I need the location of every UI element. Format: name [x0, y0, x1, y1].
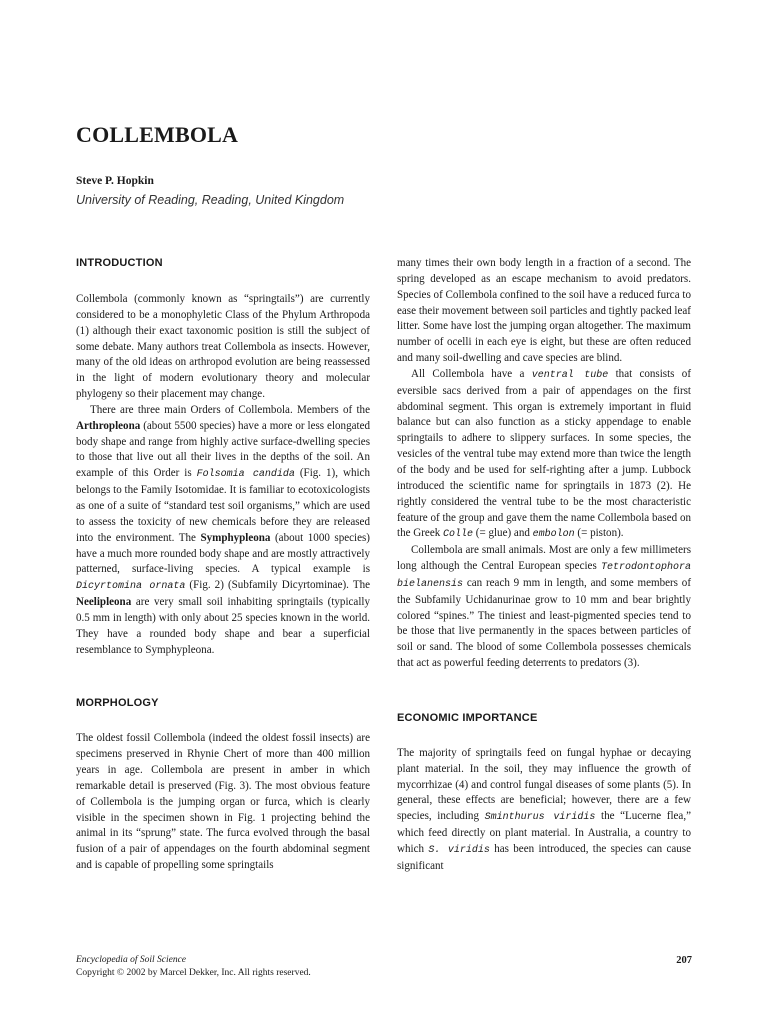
species-name: Folsomia candida	[196, 469, 295, 481]
author-name: Steve P. Hopkin	[76, 175, 154, 187]
species-name: Sminthurus viridis	[484, 812, 596, 824]
article-title: COLLEMBOLA	[76, 122, 239, 147]
page-footer	[76, 954, 311, 980]
economic-paragraph-1: The majority of springtails feed on fungal hyphae or decaying plant material. In the soil, they may influence the growth of mycorrhizae (4) and control fungal diseases of some plants (5). In general, these effects are beneficial; however, there are a few species, including Sminthurus viridis the “Lucerne flea,” which feed directly on plant material. In Australia, a country to which S. viridis has been introduced, the species can cause significant	[397, 746, 692, 872]
left-column	[76, 256, 370, 874]
term-italic: ventral tube	[531, 369, 609, 381]
section-heading-introduction: INTRODUCTION	[76, 257, 163, 269]
section-heading-economic-importance: ECONOMIC IMPORTANCE	[397, 711, 538, 724]
section-heading-morphology: MORPHOLOGY	[76, 697, 159, 710]
morphology-paragraph-3: Collembola are small animals. Most are only a few millimeters long although the Central European species Tetrodontophora bielanensis can reach 9 mm in length, and some members of the Subfamily Uchidanurinae grow to 10 mm and bear brightly colored “spines.” The tiniest and least-pigmented species tend to be those that live permanently in the spaces between particles of soil or sand. The blood of some Collembola possesses chemicals that act as powerful feeding deterrents to predators (3).	[397, 544, 691, 670]
species-name: Tetrodontophora bielanensis	[397, 562, 691, 590]
morphology-paragraph-1-continued: many times their own body length in a fraction of a second. The spring developed as an escape mechanism to avoid predators. Species of Collembola confined to the soil have a reduced furca to ease their movement between soil particles and tightly packed leaf litter. Some have lost the jumping organ altogether. The maximum number of ocelli in each eye is eight, but these are often reduced and many soil-dwelling and cave species are blind.	[397, 257, 691, 365]
copyright-notice: Copyright © 2002 by Marcel Dekker, Inc. All rights reserved.	[76, 968, 311, 978]
order-name: Arthropleona	[76, 419, 141, 432]
page-number: 207	[676, 955, 692, 966]
author-affiliation: University of Reading, Reading, United Kingdom	[76, 193, 345, 207]
order-name: Neelipleona	[76, 596, 132, 609]
term-italic: Colle	[443, 529, 474, 541]
introduction-paragraph-1: Collembola (commonly known as “springtails”) are currently considered to be a monophyletic Class of the Phylum Arthropoda (1) although their exact taxonomic position is still the subject of some debate. Many authors treat Collembola as insects. However, many of the old ideas on arthropod evolution are being reassessed in the light of modern evolutionary theory and molecular phylogeny so their placement may change.	[76, 293, 370, 401]
introduction-paragraph-2: There are three main Orders of Collembola. Members of the Arthropleona (about 5500 species) have a more or less elongated body shape and range from highly active surface-dwelling species to those that live out all their lives in the depths of the soil. An example of this Order is Folsomia candida (Fig. 1), which belongs to the Family Isotomidae. It is familiar to ecotoxicologists as one of a suite of “standard test soil organisms,” which are used to assess the toxicity of new chemicals before they are released into the environment. The Symphypleona (about 1000 species) have a much more rounded body shape and are mostly attractively patterned, surface-living species. A typical example is Dicyrtomina ornata (Fig. 2) (Subfamily Dicyrtominae). The Neelipleona are very small soil inhabiting springtails (typically 0.5 mm in length) with only about 25 species known in the world. They have a rounded body shape and bear a superficial resemblance to Symphypleona.	[76, 403, 370, 656]
species-name: Dicyrtomina ornata	[76, 581, 186, 593]
order-name: Symphypleona	[200, 531, 271, 544]
term-italic: embolon	[532, 529, 575, 541]
journal-name: Encyclopedia of Soil Science	[76, 955, 186, 965]
morphology-paragraph-2: All Collembola have a ventral tube that consists of eversible sacs derived from a pair of appendages on the first abdominal segment. This organ is extremely important in fluid balance but can also function as a sticky appendage to enable springtails to adhere to slippery surfaces. In some species, the vesicles of the ventral tube may extend more than twice the length of the body and be used for self-righting after a jump. Lubbock introduced the scientific name for springtails in 1873 (2). He rightly considered the ventral tube to be the most characteristic feature of the group and gave them the name Collembola based on the Greek Colle (= glue) and embolon (= piston).	[397, 367, 691, 541]
morphology-paragraph-1: The oldest fossil Collembola (indeed the oldest fossil insects) are specimens preserved in Rhynie Chert of more than 400 million years in age. Collembola are present in amber in which remarkable detail is preserved (Fig. 3). The most obvious feature of Collembola is the jumping organ or furca, which is clearly visible in the specimen shown in Fig. 1 projecting behind the animal in its “sprung” state. The furca evolved through the basal fusion of a pair of appendages on the fourth abdominal segment and is capable of propelling some springtails	[76, 732, 370, 872]
right-column	[397, 256, 691, 875]
species-name: S. viridis	[428, 845, 490, 856]
